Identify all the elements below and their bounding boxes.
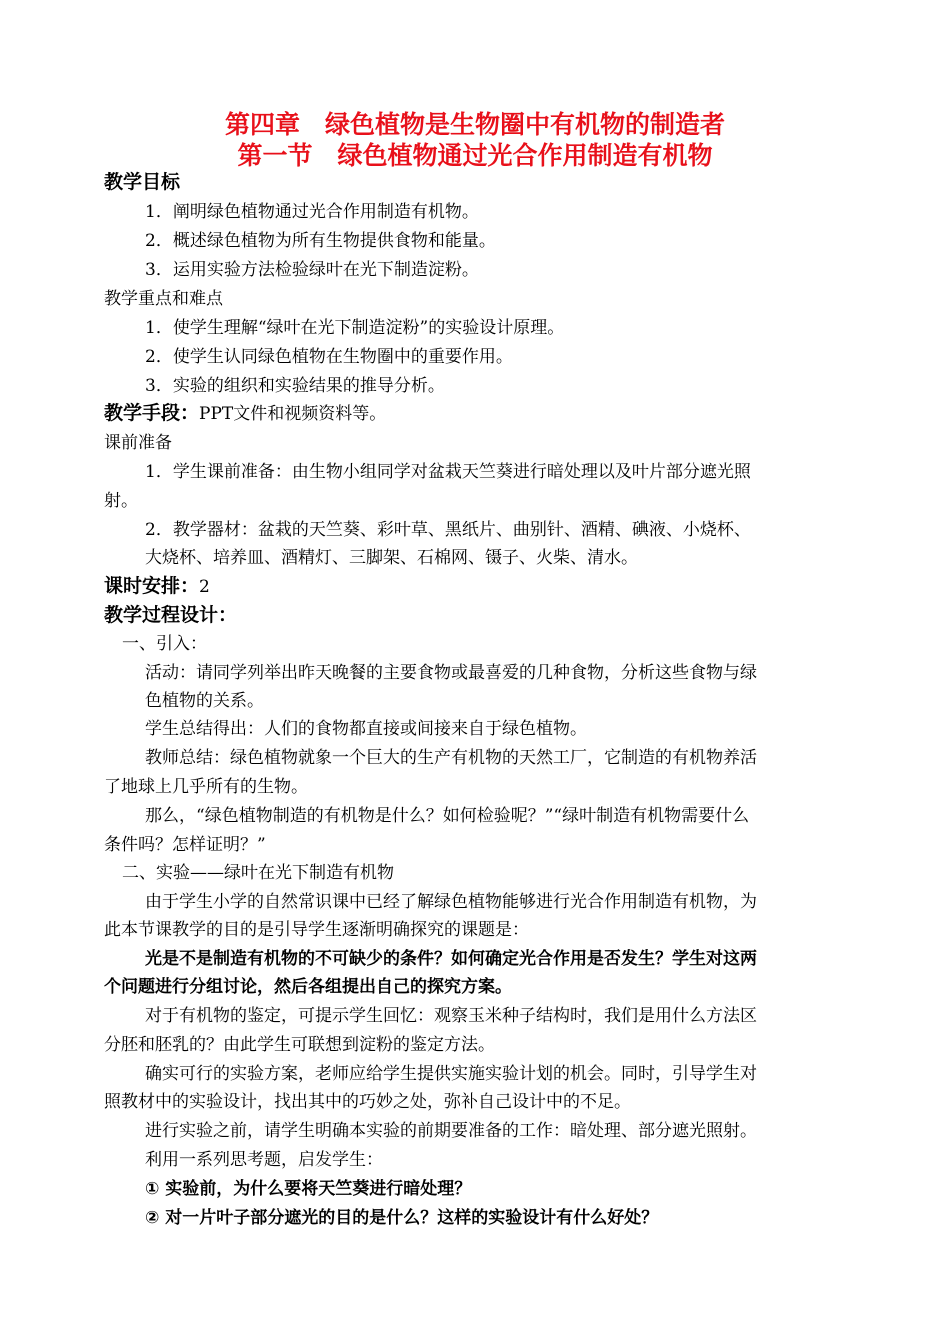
goal-item-1: 1．阐明绿色植物通过光合作用制造有机物。	[145, 202, 479, 222]
experiment-p3-line-1: 确实可行的实验方案，老师应给学生提供实施实验计划的机会。同时，引导学生对	[145, 1064, 757, 1084]
intro-question-line-1: 那么，“绿色植物制造的有机物是什么？如何检验呢？”“绿叶制造有机物需要什么	[145, 806, 750, 826]
goal-item-3: 3．运用实验方法检验绿叶在光下制造淀粉。	[145, 260, 479, 280]
experiment-question-1: ① 实验前，为什么要将天竺葵进行暗处理？	[145, 1179, 472, 1199]
keypoint-item-2: 2．使学生认同绿色植物在生物圈中的重要作用。	[145, 347, 513, 367]
schedule-label: 课时安排：	[104, 575, 200, 597]
experiment-question-2: ② 对一片叶子部分遮光的目的是什么？这样的实验设计有什么好处？	[145, 1208, 659, 1228]
means-label: 教学手段：	[104, 402, 200, 424]
schedule-line	[104, 574, 210, 599]
intro-activity-line-1: 活动：请同学列举出昨天晚餐的主要食物或最喜爱的几种食物，分析这些食物与绿	[145, 663, 757, 683]
prep-item-1-line-1: 1．学生课前准备：由生物小组同学对盆栽天竺葵进行暗处理以及叶片部分遮光照	[145, 462, 751, 482]
experiment-bold-line-1: 光是不是制造有机物的不可缺少的条件？如何确定光合作用是否发生？学生对这两	[145, 949, 757, 969]
experiment-p2-line-1: 对于有机物的鉴定，可提示学生回忆：观察玉米种子结构时，我们是用什么方法区	[145, 1006, 757, 1026]
prep-item-1-line-2: 射。	[104, 491, 138, 511]
schedule-value: 2	[199, 577, 210, 597]
experiment-p1-line-2: 此本节课教学的目的是引导学生逐渐明确探究的课题是：	[104, 920, 529, 940]
prep-item-2-line-1: 2．教学器材：盆栽的天竺葵、彩叶草、黑纸片、曲别针、酒精、碘液、小烧杯、	[145, 520, 751, 540]
means-value: PPT文件和视频资料等。	[199, 404, 387, 424]
experiment-p3-line-2: 照教材中的实验设计，找出其中的巧妙之处，弥补自己设计中的不足。	[104, 1092, 631, 1112]
goals-heading: 教学目标	[104, 171, 181, 193]
section-title: 第一节 绿色植物通过光合作用制造有机物	[237, 141, 713, 170]
goal-item-2: 2．概述绿色植物为所有生物提供食物和能量。	[145, 231, 496, 251]
keypoint-item-3: 3．实验的组织和实验结果的推导分析。	[145, 376, 445, 396]
intro-teacher-line-1: 教师总结：绿色植物就象一个巨大的生产有机物的天然工厂，它制造的有机物养活	[145, 748, 757, 768]
intro-students: 学生总结得出：人们的食物都直接或间接来自于绿色植物。	[145, 719, 587, 739]
keypoints-heading: 教学重点和难点	[104, 289, 223, 309]
intro-activity-line-2: 色植物的关系。	[145, 691, 264, 711]
prep-heading: 课前准备	[104, 433, 172, 453]
experiment-p4: 进行实验之前，请学生明确本实验的前期要准备的工作：暗处理、部分遮光照射。	[145, 1121, 757, 1141]
experiment-p1-line-1: 由于学生小学的自然常识课中已经了解绿色植物能够进行光合作用制造有机物，为	[145, 892, 757, 912]
means-line	[104, 401, 386, 426]
intro-heading: 一、引入：	[122, 634, 207, 654]
chapter-title: 第四章 绿色植物是生物圈中有机物的制造者	[224, 110, 725, 139]
experiment-heading: 二、实验——绿叶在光下制造有机物	[122, 863, 394, 883]
prep-item-2-line-2: 大烧杯、培养皿、酒精灯、三脚架、石棉网、镊子、火柴、清水。	[145, 548, 638, 568]
experiment-p5: 利用一系列思考题，启发学生：	[145, 1150, 383, 1170]
experiment-bold-line-2: 个问题进行分组讨论，然后各组提出自己的探究方案。	[104, 977, 512, 997]
experiment-p2-line-2: 分胚和胚乳的？由此学生可联想到淀粉的鉴定方法。	[104, 1035, 495, 1055]
keypoint-item-1: 1．使学生理解“绿叶在光下制造淀粉”的实验设计原理。	[145, 318, 565, 338]
intro-question-line-2: 条件吗？怎样证明？”	[104, 835, 266, 855]
process-heading: 教学过程设计：	[104, 604, 238, 626]
intro-teacher-line-2: 了地球上几乎所有的生物。	[104, 777, 308, 797]
